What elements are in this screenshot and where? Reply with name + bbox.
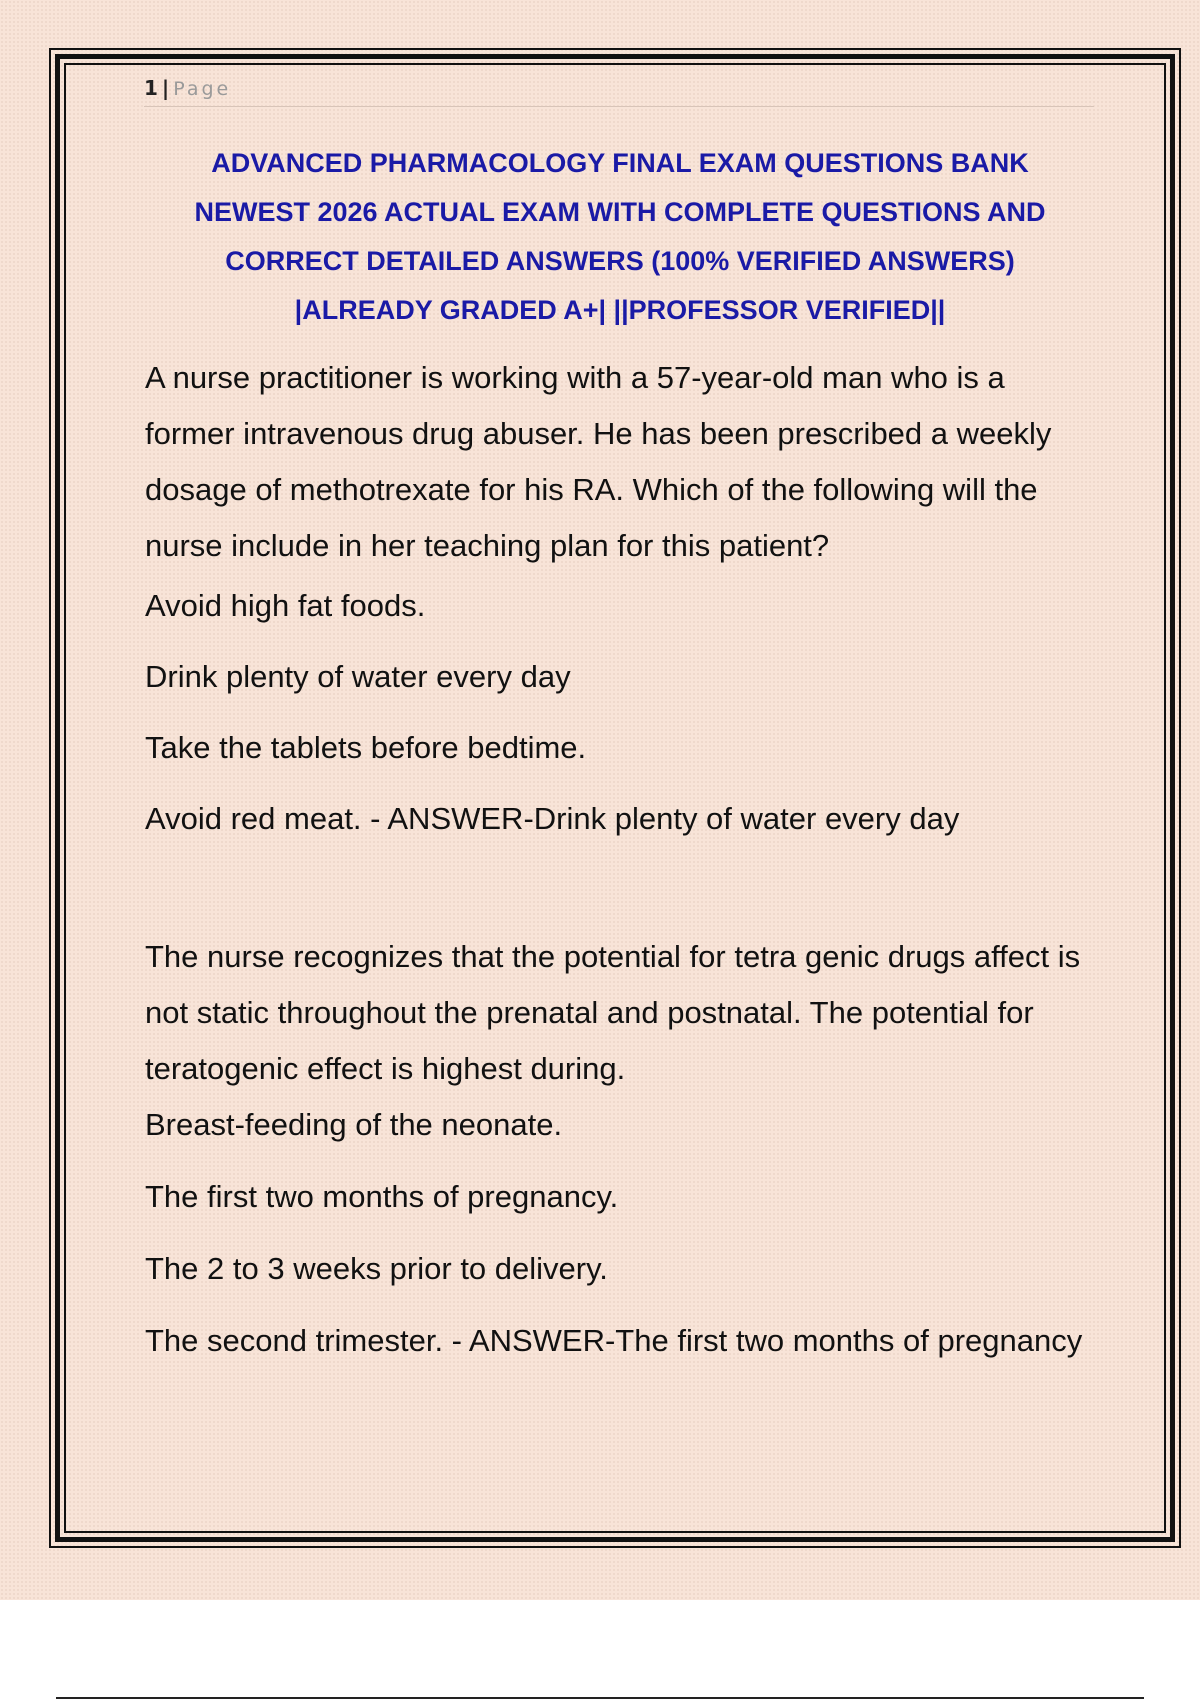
- question-2-option-2: The first two months of pregnancy.: [145, 1179, 619, 1214]
- question-1-text: A nurse practitioner is working with a 57-year-old man who is a former intravenous drug abuser. He has been prescribed a weekly dosage of methotrexate for his RA. Which of the following will the nurse include in her teaching plan for this patient?: [145, 360, 1052, 563]
- next-page-rule: [56, 1697, 1144, 1699]
- question-1-option-1: Avoid high fat foods.: [145, 588, 426, 623]
- title-line-4: |ALREADY GRADED A+| ||PROFESSOR VERIFIED||: [294, 295, 946, 325]
- page-header: [144, 74, 1094, 107]
- document-title: [130, 139, 1110, 335]
- question-2-text: The nurse recognizes that the potential for tetra genic drugs affect is not static throughout the prenatal and postnatal. The potential for teratogenic effect is highest during.: [145, 939, 1081, 1086]
- title-line-1: ADVANCED PHARMACOLOGY FINAL EXAM QUESTIONS BANK: [211, 148, 1029, 178]
- question-2-option-3: The 2 to 3 weeks prior to delivery.: [145, 1251, 608, 1286]
- page-separator: |: [161, 76, 170, 100]
- question-1-answer: Avoid red meat. - ANSWER-Drink plenty of water every day: [145, 801, 960, 836]
- page-word: Page: [173, 78, 232, 100]
- question-2-option-1: Breast-feeding of the neonate.: [145, 1107, 563, 1142]
- question-1-option-2: Drink plenty of water every day: [145, 659, 571, 694]
- question-2-answer: The second trimester. - ANSWER-The first two months of pregnancy: [145, 1323, 1083, 1358]
- title-line-2: NEWEST 2026 ACTUAL EXAM WITH COMPLETE QUESTIONS AND: [194, 197, 1046, 227]
- question-1-option-3: Take the tablets before bedtime.: [145, 730, 587, 765]
- question-spacer: [145, 839, 1095, 929]
- title-line-3: CORRECT DETAILED ANSWERS (100% VERIFIED ANSWERS): [225, 246, 1015, 276]
- page-number: 1: [144, 76, 158, 100]
- document-content: [145, 350, 1095, 1369]
